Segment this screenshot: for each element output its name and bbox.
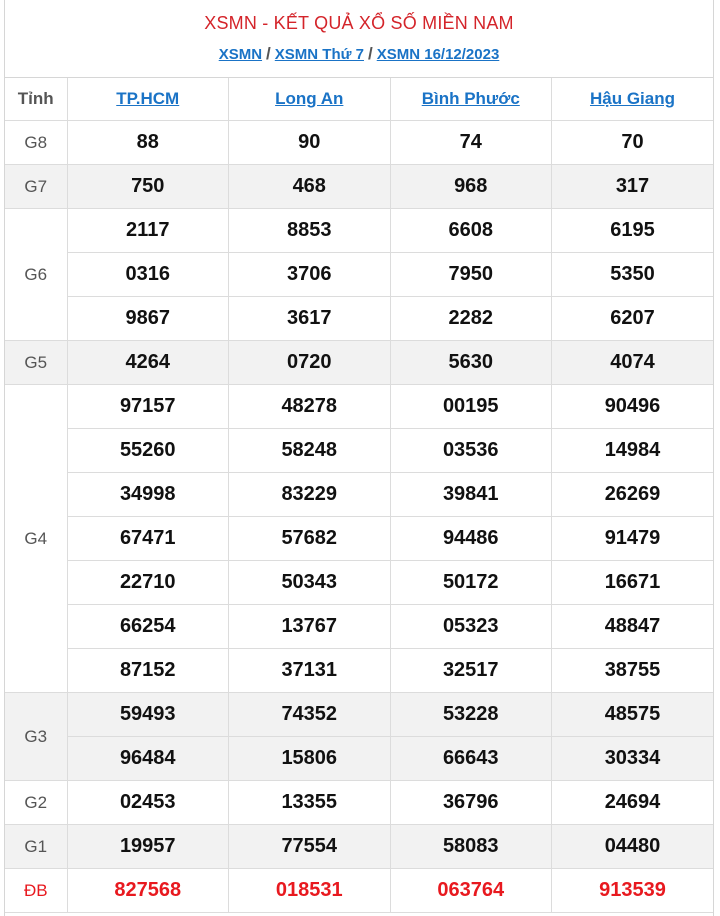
result-number: 96484 — [67, 737, 229, 781]
prize-row — [5, 341, 713, 385]
result-number: 00195 — [390, 385, 552, 429]
prize-label: G6 — [5, 209, 67, 341]
result-number: 5630 — [390, 341, 552, 385]
result-number: 55260 — [67, 429, 229, 473]
prize-row — [5, 605, 713, 649]
result-number: 5350 — [552, 253, 714, 297]
province-header — [229, 78, 391, 121]
prize-row — [5, 297, 713, 341]
result-number: 57682 — [229, 517, 391, 561]
breadcrumb — [5, 44, 713, 65]
result-number: 38755 — [552, 649, 714, 693]
result-number: 6207 — [552, 297, 714, 341]
prize-label: G1 — [5, 825, 67, 869]
result-number: 90 — [229, 121, 391, 165]
result-number: 91479 — [552, 517, 714, 561]
prize-label: G4 — [5, 385, 67, 693]
result-number: 50172 — [390, 561, 552, 605]
result-number: 0316 — [67, 253, 229, 297]
result-number: 94486 — [390, 517, 552, 561]
results-panel — [4, 0, 714, 916]
result-number: 74352 — [229, 693, 391, 737]
table-header-row — [5, 78, 713, 121]
prize-row — [5, 253, 713, 297]
province-link-long-an[interactable]: Long An — [275, 89, 344, 108]
result-number: 2282 — [390, 297, 552, 341]
result-number: 58083 — [390, 825, 552, 869]
result-number: 83229 — [229, 473, 391, 517]
result-number: 7950 — [390, 253, 552, 297]
result-number: 063764 — [390, 869, 552, 913]
province-link-hau-giang[interactable]: Hậu Giang — [589, 89, 675, 108]
result-number: 19957 — [67, 825, 229, 869]
result-number: 39841 — [390, 473, 552, 517]
result-number: 968 — [390, 165, 552, 209]
result-number: 88 — [67, 121, 229, 165]
prize-row — [5, 781, 713, 825]
result-number: 37131 — [229, 649, 391, 693]
result-number: 6608 — [390, 209, 552, 253]
result-number: 34998 — [67, 473, 229, 517]
prize-row — [5, 517, 713, 561]
province-link-binh-phuoc[interactable]: Bình Phước — [421, 89, 520, 108]
result-number: 04480 — [552, 825, 714, 869]
prize-row — [5, 209, 713, 253]
prize-row — [5, 165, 713, 209]
result-number: 018531 — [229, 869, 391, 913]
result-number: 468 — [229, 165, 391, 209]
prize-row — [5, 737, 713, 781]
result-number: 827568 — [67, 869, 229, 913]
prize-row — [5, 385, 713, 429]
prize-label: G2 — [5, 781, 67, 825]
prize-row — [5, 473, 713, 517]
result-number: 58248 — [229, 429, 391, 473]
page-title: XSMN - KẾT QUẢ XỔ SỐ MIỀN NAM — [204, 13, 514, 33]
province-header — [552, 78, 714, 121]
province-header — [67, 78, 229, 121]
result-number: 26269 — [552, 473, 714, 517]
result-number: 750 — [67, 165, 229, 209]
result-number: 22710 — [67, 561, 229, 605]
result-number: 74 — [390, 121, 552, 165]
breadcrumb-link-date[interactable]: XSMN 16/12/2023 — [376, 46, 500, 63]
result-number: 9867 — [67, 297, 229, 341]
result-number: 32517 — [390, 649, 552, 693]
result-number: 2117 — [67, 209, 229, 253]
result-number: 66643 — [390, 737, 552, 781]
result-number: 30334 — [552, 737, 714, 781]
prize-row — [5, 693, 713, 737]
province-column-label: Tỉnh — [5, 78, 67, 121]
result-number: 02453 — [67, 781, 229, 825]
breadcrumb-link-xsmn[interactable]: XSMN — [218, 46, 263, 63]
result-number: 59493 — [67, 693, 229, 737]
result-number: 36796 — [390, 781, 552, 825]
breadcrumb-separator: / — [367, 44, 373, 63]
province-header — [390, 78, 552, 121]
result-number: 16671 — [552, 561, 714, 605]
result-number: 6195 — [552, 209, 714, 253]
prize-label: ĐB — [5, 869, 67, 913]
result-number: 66254 — [67, 605, 229, 649]
result-number: 317 — [552, 165, 714, 209]
results-table — [5, 78, 713, 913]
result-number: 3706 — [229, 253, 391, 297]
breadcrumb-separator: / — [266, 44, 271, 63]
prize-label: G3 — [5, 693, 67, 781]
result-number: 70 — [552, 121, 714, 165]
result-number: 48847 — [552, 605, 714, 649]
result-number: 13355 — [229, 781, 391, 825]
result-number: 4264 — [67, 341, 229, 385]
result-number: 48278 — [229, 385, 391, 429]
result-number: 3617 — [229, 297, 391, 341]
result-number: 97157 — [67, 385, 229, 429]
results-header — [5, 0, 713, 78]
result-number: 913539 — [552, 869, 714, 913]
prize-row — [5, 121, 713, 165]
result-number: 15806 — [229, 737, 391, 781]
result-number: 13767 — [229, 605, 391, 649]
result-number: 14984 — [552, 429, 714, 473]
prize-row — [5, 429, 713, 473]
result-number: 50343 — [229, 561, 391, 605]
result-number: 0720 — [229, 341, 391, 385]
result-number: 24694 — [552, 781, 714, 825]
result-number: 90496 — [552, 385, 714, 429]
province-link-tphcm[interactable]: TP.HCM — [116, 89, 180, 108]
result-number: 48575 — [552, 693, 714, 737]
result-number: 4074 — [552, 341, 714, 385]
result-number: 05323 — [390, 605, 552, 649]
breadcrumb-link-weekday[interactable]: XSMN Thứ 7 — [274, 46, 364, 63]
result-number: 67471 — [67, 517, 229, 561]
result-number: 87152 — [67, 649, 229, 693]
prize-label: G7 — [5, 165, 67, 209]
prize-row — [5, 561, 713, 605]
result-number: 03536 — [390, 429, 552, 473]
prize-row — [5, 825, 713, 869]
prize-label: G8 — [5, 121, 67, 165]
prize-row — [5, 869, 713, 913]
result-number: 53228 — [390, 693, 552, 737]
prize-row — [5, 649, 713, 693]
prize-label: G5 — [5, 341, 67, 385]
result-number: 77554 — [229, 825, 391, 869]
result-number: 8853 — [229, 209, 391, 253]
